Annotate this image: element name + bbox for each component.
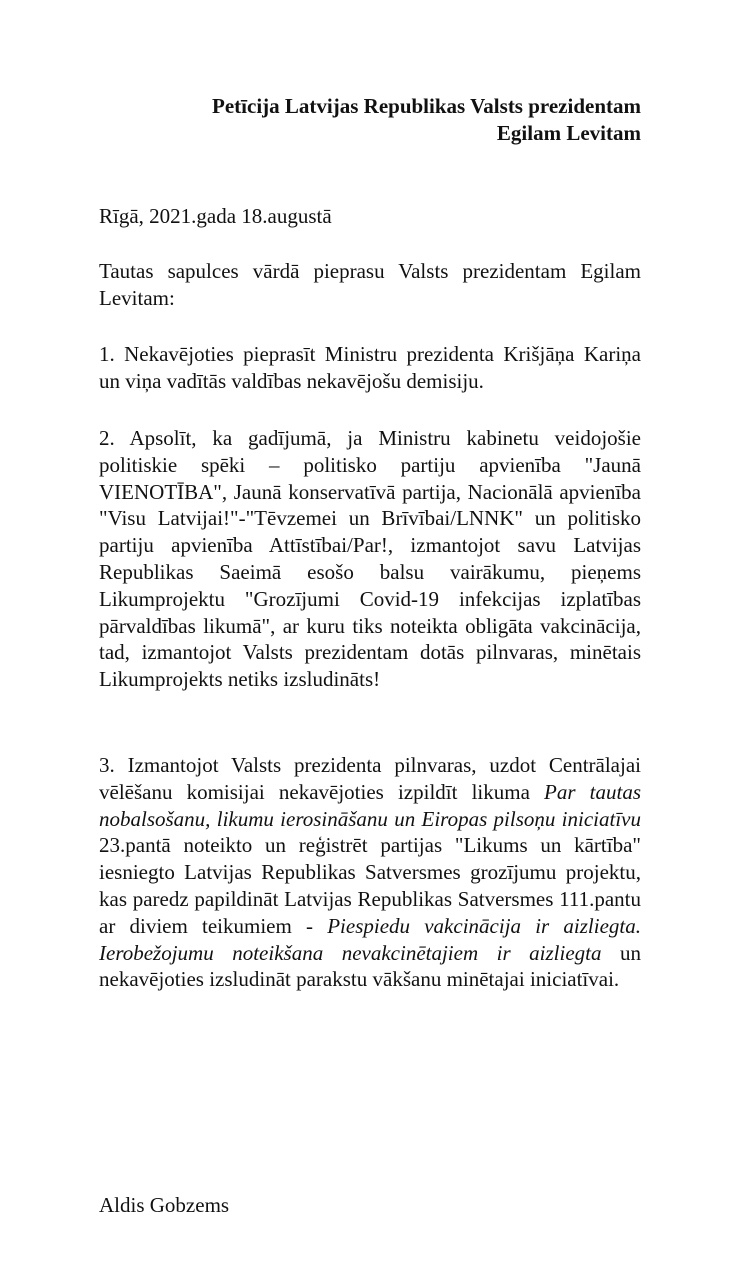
law-title-italic: Par tautas nobalsošanu, likumu ierosināšanu un Eiropas pilsoņu iniciatīvu	[99, 779, 641, 831]
title-line-2: Egilam Levitam	[496, 121, 641, 145]
signature: Aldis Gobzems	[99, 1193, 230, 1217]
document-title	[212, 93, 641, 147]
point-2-paragraph: 2. Apsolīt, ka gadījumā, ja Ministru kabinetu veidojošie politiskie spēki – politisko partiju apvienība "Jaunā VIENOTĪBA", Jaunā konservatīvā partija, Nacionālā apvienība "Visu Latvijai!"-"Tēvzemei un Brīvībai/LNNK" un politisko partiju apvienība Attīstībai/Par!, izmantojot savu Latvijas Republikas Saeimā esošo balsu vairākumu, pieņems Likumprojektu "Grozījumi Covid-19 infekcijas izplatības pārvaldības likumā", ar kuru tiks noteikta obligāta vakcinācija, tad, izmantojot Valsts prezidentam dotās pilnvaras, minētais Likumprojekts netiks izsludināts!	[99, 426, 641, 692]
intro-paragraph: Tautas sapulces vārdā pieprasu Valsts prezidentam Egilam Levitam:	[99, 259, 641, 310]
point-3-text-a: 3. Izmantojot Valsts prezidenta pilnvaras, uzdot Centrālajai vēlēšanu komisijai nekavējoties izpildīt likuma	[99, 753, 641, 804]
point-3-text-e: un nekavējoties izsludināt parakstu vākšanu minētajai iniciatīvai.	[99, 940, 642, 992]
title-line-1: Petīcija Latvijas Republikas Valsts prezidentam	[212, 94, 641, 118]
document-date: Rīgā, 2021.gada 18.augustā	[99, 204, 332, 228]
point-1-paragraph: 1. Nekavējoties pieprasīt Ministru prezidenta Krišjāņa Kariņa un viņa vadītās valdības nekavējošu demisiju.	[99, 342, 641, 393]
amendment-text-italic: Piespiedu vakcinācija ir aizliegta. Ierobežojumu noteikšana nevakcinētajiem ir aizliegta	[99, 913, 642, 965]
point-3-text-c: 23.pantā noteikto un reģistrēt partijas "Likums un kārtība" iesniegto Latvijas Republikas Satversmes grozījumu projektu, kas paredz papildināt Latvijas Republikas Satversmes 111.pantu ar diviem teikumiem -	[99, 833, 641, 938]
point-3-paragraph	[99, 752, 641, 993]
